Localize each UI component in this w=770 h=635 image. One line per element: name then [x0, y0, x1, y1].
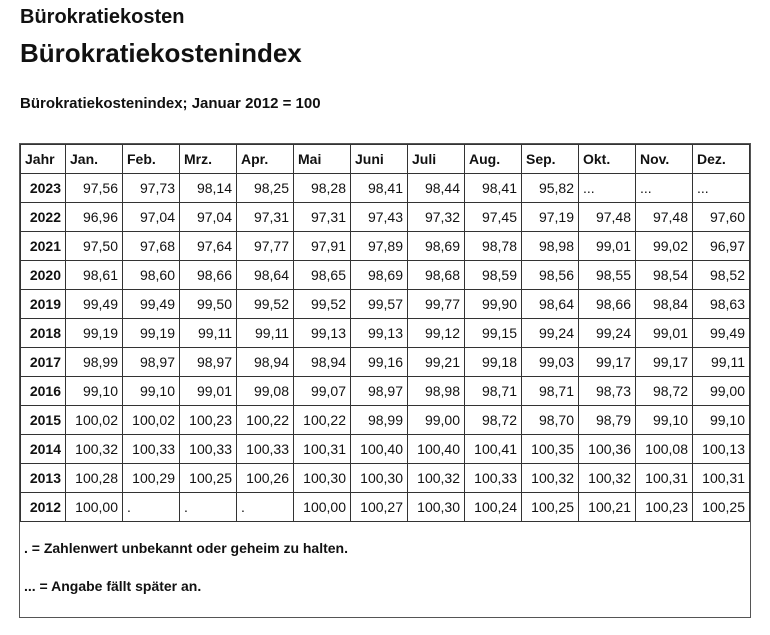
value-cell: 99,00 — [408, 406, 465, 435]
value-cell: 99,01 — [636, 319, 693, 348]
value-cell: 98,98 — [522, 232, 579, 261]
year-cell: 2021 — [21, 232, 66, 261]
year-cell: 2017 — [21, 348, 66, 377]
table-caption: Bürokratiekostenindex; Januar 2012 = 100 — [20, 95, 321, 112]
value-cell: 100,33 — [123, 435, 180, 464]
value-cell: ... — [636, 174, 693, 203]
value-cell: 98,69 — [351, 261, 408, 290]
column-header: Jahr — [21, 145, 66, 174]
year-cell: 2016 — [21, 377, 66, 406]
column-header: Sep. — [522, 145, 579, 174]
value-cell: 98,64 — [522, 290, 579, 319]
value-cell: 100,23 — [180, 406, 237, 435]
value-cell: 99,17 — [579, 348, 636, 377]
column-header: Feb. — [123, 145, 180, 174]
column-header: Juli — [408, 145, 465, 174]
value-cell: 100,00 — [66, 493, 123, 522]
value-cell: 98,69 — [408, 232, 465, 261]
value-cell: 99,16 — [351, 348, 408, 377]
table-row — [21, 261, 750, 290]
value-cell: 98,97 — [180, 348, 237, 377]
value-cell: 98,14 — [180, 174, 237, 203]
value-cell: 99,18 — [465, 348, 522, 377]
value-cell: 100,21 — [579, 493, 636, 522]
value-cell: 99,49 — [66, 290, 123, 319]
value-cell: 98,55 — [579, 261, 636, 290]
value-cell: 97,48 — [636, 203, 693, 232]
value-cell: 100,23 — [636, 493, 693, 522]
value-cell: 100,40 — [408, 435, 465, 464]
value-cell: 99,01 — [180, 377, 237, 406]
value-cell: 99,07 — [294, 377, 351, 406]
value-cell: 100,28 — [66, 464, 123, 493]
table-row — [21, 377, 750, 406]
value-cell: 99,10 — [66, 377, 123, 406]
column-header: Mrz. — [180, 145, 237, 174]
value-cell: 96,97 — [693, 232, 750, 261]
value-cell: 98,94 — [294, 348, 351, 377]
value-cell: 98,71 — [522, 377, 579, 406]
value-cell: 98,65 — [294, 261, 351, 290]
column-header: Dez. — [693, 145, 750, 174]
table-row — [21, 493, 750, 522]
table-row — [21, 232, 750, 261]
value-cell: 99,10 — [693, 406, 750, 435]
value-cell: 99,08 — [237, 377, 294, 406]
value-cell: 100,31 — [294, 435, 351, 464]
value-cell: 99,77 — [408, 290, 465, 319]
value-cell: 99,01 — [579, 232, 636, 261]
page-supertitle: Bürokratiekosten — [20, 6, 185, 28]
value-cell: 99,10 — [636, 406, 693, 435]
year-cell: 2022 — [21, 203, 66, 232]
value-cell: 98,72 — [636, 377, 693, 406]
value-cell: 99,19 — [66, 319, 123, 348]
value-cell: 100,31 — [693, 464, 750, 493]
table-row — [21, 203, 750, 232]
value-cell: 100,26 — [237, 464, 294, 493]
footnotes — [24, 540, 348, 616]
value-cell: 98,68 — [408, 261, 465, 290]
value-cell: 100,30 — [351, 464, 408, 493]
value-cell: 97,32 — [408, 203, 465, 232]
value-cell: 99,57 — [351, 290, 408, 319]
value-cell: 98,54 — [636, 261, 693, 290]
value-cell: 98,52 — [693, 261, 750, 290]
value-cell: 98,28 — [294, 174, 351, 203]
page-title: Bürokratiekostenindex — [20, 38, 302, 68]
value-cell: 98,99 — [66, 348, 123, 377]
value-cell: . — [180, 493, 237, 522]
value-cell: 97,19 — [522, 203, 579, 232]
footnote-dot: . = Zahlenwert unbekannt oder geheim zu halten. — [24, 540, 348, 556]
column-header: Okt. — [579, 145, 636, 174]
value-cell: 97,50 — [66, 232, 123, 261]
value-cell: 98,98 — [408, 377, 465, 406]
value-cell: 97,04 — [180, 203, 237, 232]
year-cell: 2012 — [21, 493, 66, 522]
value-cell: 98,41 — [351, 174, 408, 203]
year-cell: 2020 — [21, 261, 66, 290]
value-cell: 100,32 — [66, 435, 123, 464]
value-cell: 100,25 — [522, 493, 579, 522]
value-cell: 97,91 — [294, 232, 351, 261]
value-cell: 99,11 — [180, 319, 237, 348]
value-cell: 97,73 — [123, 174, 180, 203]
column-header: Juni — [351, 145, 408, 174]
value-cell: 99,13 — [351, 319, 408, 348]
table-row — [21, 464, 750, 493]
value-cell: 99,19 — [123, 319, 180, 348]
value-cell: 100,32 — [579, 464, 636, 493]
value-cell: 99,49 — [693, 319, 750, 348]
value-cell: 100,22 — [237, 406, 294, 435]
column-header: Nov. — [636, 145, 693, 174]
value-cell: 98,70 — [522, 406, 579, 435]
footnote-ellipsis: ... = Angabe fällt später an. — [24, 578, 202, 594]
table-row — [21, 174, 750, 203]
value-cell: 100,13 — [693, 435, 750, 464]
year-cell: 2014 — [21, 435, 66, 464]
value-cell: 99,10 — [123, 377, 180, 406]
value-cell: 100,29 — [123, 464, 180, 493]
value-cell: 99,12 — [408, 319, 465, 348]
value-cell: 99,11 — [693, 348, 750, 377]
value-cell: 99,17 — [636, 348, 693, 377]
value-cell: 98,94 — [237, 348, 294, 377]
value-cell: 98,41 — [465, 174, 522, 203]
table-row — [21, 348, 750, 377]
column-header: Aug. — [465, 145, 522, 174]
value-cell: 99,52 — [294, 290, 351, 319]
value-cell: 100,22 — [294, 406, 351, 435]
value-cell: 99,21 — [408, 348, 465, 377]
value-cell: 97,64 — [180, 232, 237, 261]
value-cell: 97,43 — [351, 203, 408, 232]
value-cell: 99,03 — [522, 348, 579, 377]
table-row — [21, 435, 750, 464]
value-cell: 100,36 — [579, 435, 636, 464]
value-cell: 100,33 — [180, 435, 237, 464]
value-cell: 100,02 — [123, 406, 180, 435]
year-cell: 2018 — [21, 319, 66, 348]
year-cell: 2015 — [21, 406, 66, 435]
value-cell: 97,31 — [294, 203, 351, 232]
value-cell: 99,02 — [636, 232, 693, 261]
table-row — [21, 406, 750, 435]
value-cell: 97,31 — [237, 203, 294, 232]
value-cell: 97,04 — [123, 203, 180, 232]
value-cell: 98,64 — [237, 261, 294, 290]
value-cell: 98,25 — [237, 174, 294, 203]
value-cell: 98,61 — [66, 261, 123, 290]
value-cell: 100,32 — [522, 464, 579, 493]
value-cell: 98,44 — [408, 174, 465, 203]
value-cell: 98,79 — [579, 406, 636, 435]
value-cell: 99,49 — [123, 290, 180, 319]
table-body — [21, 174, 750, 522]
value-cell: 99,52 — [237, 290, 294, 319]
table-row — [21, 319, 750, 348]
value-cell: 100,32 — [408, 464, 465, 493]
value-cell: 100,00 — [294, 493, 351, 522]
value-cell: 97,60 — [693, 203, 750, 232]
value-cell: 98,66 — [579, 290, 636, 319]
value-cell: 99,90 — [465, 290, 522, 319]
value-cell: . — [123, 493, 180, 522]
value-cell: 98,99 — [351, 406, 408, 435]
value-cell: 96,96 — [66, 203, 123, 232]
value-cell: 97,56 — [66, 174, 123, 203]
value-cell: 98,56 — [522, 261, 579, 290]
value-cell: 98,63 — [693, 290, 750, 319]
value-cell: 99,50 — [180, 290, 237, 319]
value-cell: 100,33 — [465, 464, 522, 493]
value-cell: 99,11 — [237, 319, 294, 348]
value-cell: ... — [693, 174, 750, 203]
year-cell: 2013 — [21, 464, 66, 493]
value-cell: 100,30 — [408, 493, 465, 522]
value-cell: 95,82 — [522, 174, 579, 203]
value-cell: 100,40 — [351, 435, 408, 464]
value-cell: 98,78 — [465, 232, 522, 261]
value-cell: 100,02 — [66, 406, 123, 435]
value-cell: 100,25 — [693, 493, 750, 522]
value-cell: 97,77 — [237, 232, 294, 261]
value-cell: 98,71 — [465, 377, 522, 406]
column-header: Mai — [294, 145, 351, 174]
table-row — [21, 290, 750, 319]
year-cell: 2023 — [21, 174, 66, 203]
value-cell: 99,00 — [693, 377, 750, 406]
value-cell: 100,30 — [294, 464, 351, 493]
value-cell: 100,35 — [522, 435, 579, 464]
table-header-row — [21, 145, 750, 174]
value-cell: 98,59 — [465, 261, 522, 290]
year-cell: 2019 — [21, 290, 66, 319]
value-cell: 99,24 — [579, 319, 636, 348]
column-header: Jan. — [66, 145, 123, 174]
value-cell: 98,97 — [123, 348, 180, 377]
value-cell: 100,25 — [180, 464, 237, 493]
value-cell: 98,84 — [636, 290, 693, 319]
value-cell: 100,24 — [465, 493, 522, 522]
value-cell: 100,08 — [636, 435, 693, 464]
value-cell: 100,27 — [351, 493, 408, 522]
value-cell: 98,72 — [465, 406, 522, 435]
value-cell: 97,48 — [579, 203, 636, 232]
value-cell: 97,89 — [351, 232, 408, 261]
value-cell: 98,66 — [180, 261, 237, 290]
value-cell: 100,31 — [636, 464, 693, 493]
value-cell: 100,41 — [465, 435, 522, 464]
value-cell: 98,60 — [123, 261, 180, 290]
value-cell: 99,24 — [522, 319, 579, 348]
index-table — [20, 144, 750, 522]
value-cell: 98,97 — [351, 377, 408, 406]
value-cell: 99,15 — [465, 319, 522, 348]
value-cell: 97,45 — [465, 203, 522, 232]
value-cell: 98,73 — [579, 377, 636, 406]
column-header: Apr. — [237, 145, 294, 174]
value-cell: 99,13 — [294, 319, 351, 348]
value-cell: 97,68 — [123, 232, 180, 261]
value-cell: . — [237, 493, 294, 522]
value-cell: ... — [579, 174, 636, 203]
value-cell: 100,33 — [237, 435, 294, 464]
